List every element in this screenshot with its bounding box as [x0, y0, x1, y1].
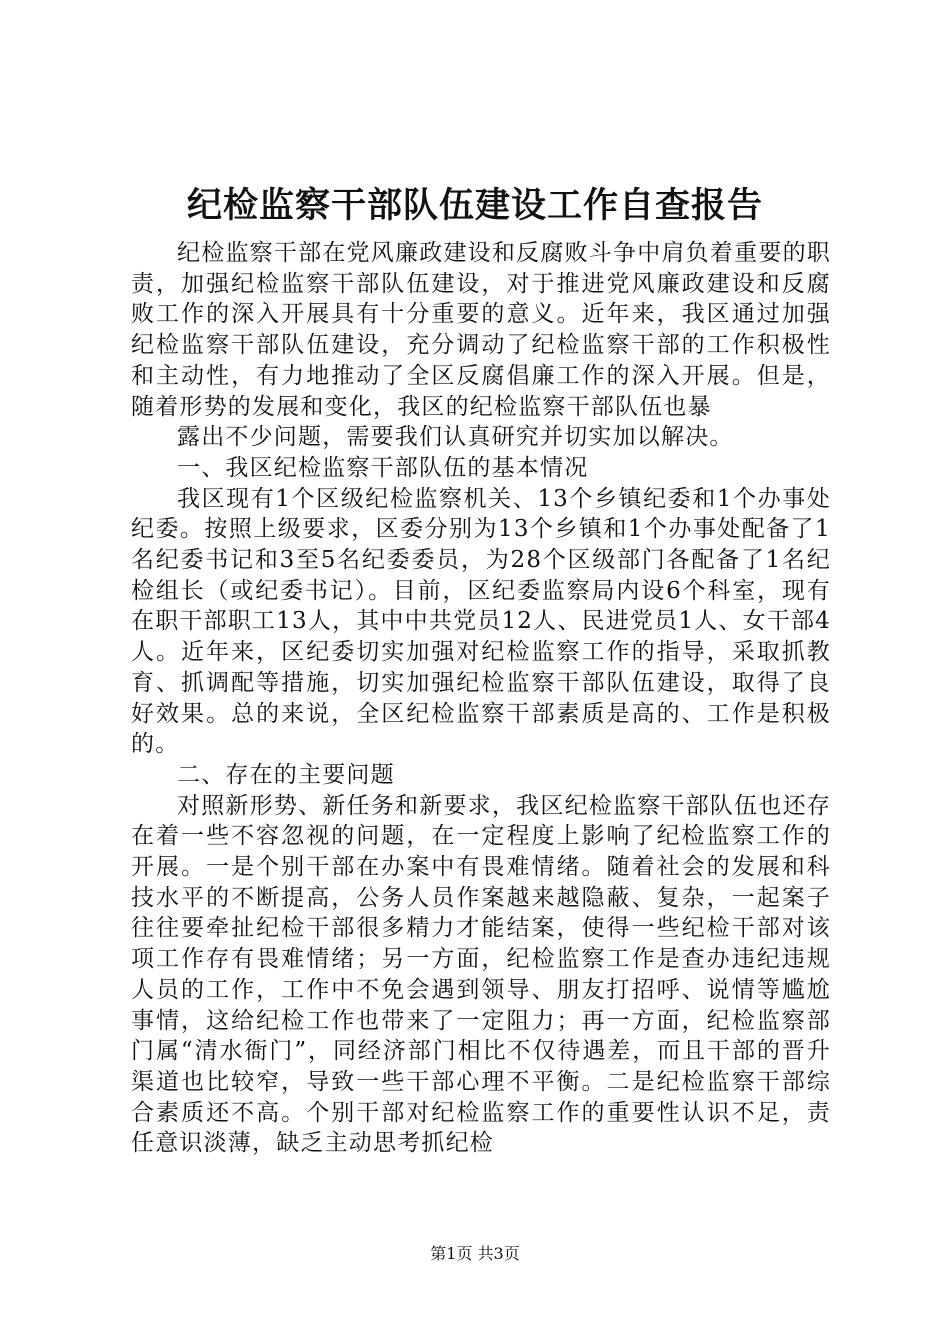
- page-number-footer: 第1页 共3页: [430, 1244, 520, 1263]
- paragraph-main-problems: 对照新形势、新任务和新要求，我区纪检监察干部队伍也还存在着一些不容忽视的问题，在一定程度上影响了纪检监察工作的开展。一是个别干部在办案中有畏难情绪。随着社会的发展和科技水平的不断提高，公务人员作案越来越隐蔽、复杂，一起案子往往要牵扯纪检干部很多精力才能结案，使得一些纪检干部对该项工作存有畏难情绪；另一方面，纪检监察工作是查办违纪违规人员的工作，工作中不免会遇到领导、朋友打招呼、说情等尴尬事情，这给纪检工作也带来了一定阻力；再一方面，纪检监察部门属“清水衙门”，同经济部门相比不仅待遇差，而且干部的晋升渠道也比较窄，导致一些干部心理不平衡。二是纪检监察干部综合素质还不高。个别干部对纪检监察工作的重要性认识不足，责任意识淡薄，缺乏主动思考抓纪检: [131, 792, 831, 1157]
- paragraph-basic-situation: 我区现有1个区级纪检监察机关、13个乡镇纪委和1个办事处纪委。按照上级要求，区委分别为13个乡镇和1个办事处配备了1名纪委书记和3至5名纪委委员，为28个区级部门各配备了1名纪检组长（或纪委书记）。目前，区纪委监察局内设6个科室，现有在职干部职工13人，其中中共党员12人、民进党员1人、女干部4人。近年来，区纪委切实加强对纪检监察工作的指导，采取抓教育、抓调配等措施，切实加强纪检监察干部队伍建设，取得了良好效果。总的来说，全区纪检监察干部素质是高的、工作是积极的。: [131, 485, 831, 758]
- section-heading-main-problems: 二、存在的主要问题: [177, 761, 395, 788]
- section-heading-basic-situation: 一、我区纪检监察干部队伍的基本情况: [177, 454, 589, 481]
- document-title: 纪检监察干部队伍建设工作自查报告: [186, 185, 763, 226]
- paragraph-intro-continued: 露出不少问题，需要我们认真研究并切实加以解决。: [177, 424, 734, 451]
- document-body: [131, 238, 831, 1159]
- paragraph-intro: 纪检监察干部在党风廉政建设和反腐败斗争中肩负着重要的职责，加强纪检监察干部队伍建设，对于推进党风廉政建设和反腐败工作的深入开展具有十分重要的意义。近年来，我区通过加强纪检监察干部队伍建设，充分调动了纪检监察干部的工作积极性和主动性，有力地推动了全区反腐倡廉工作的深入开展。但是，随着形势的发展和变化，我区的纪检监察干部队伍也暴: [131, 240, 831, 420]
